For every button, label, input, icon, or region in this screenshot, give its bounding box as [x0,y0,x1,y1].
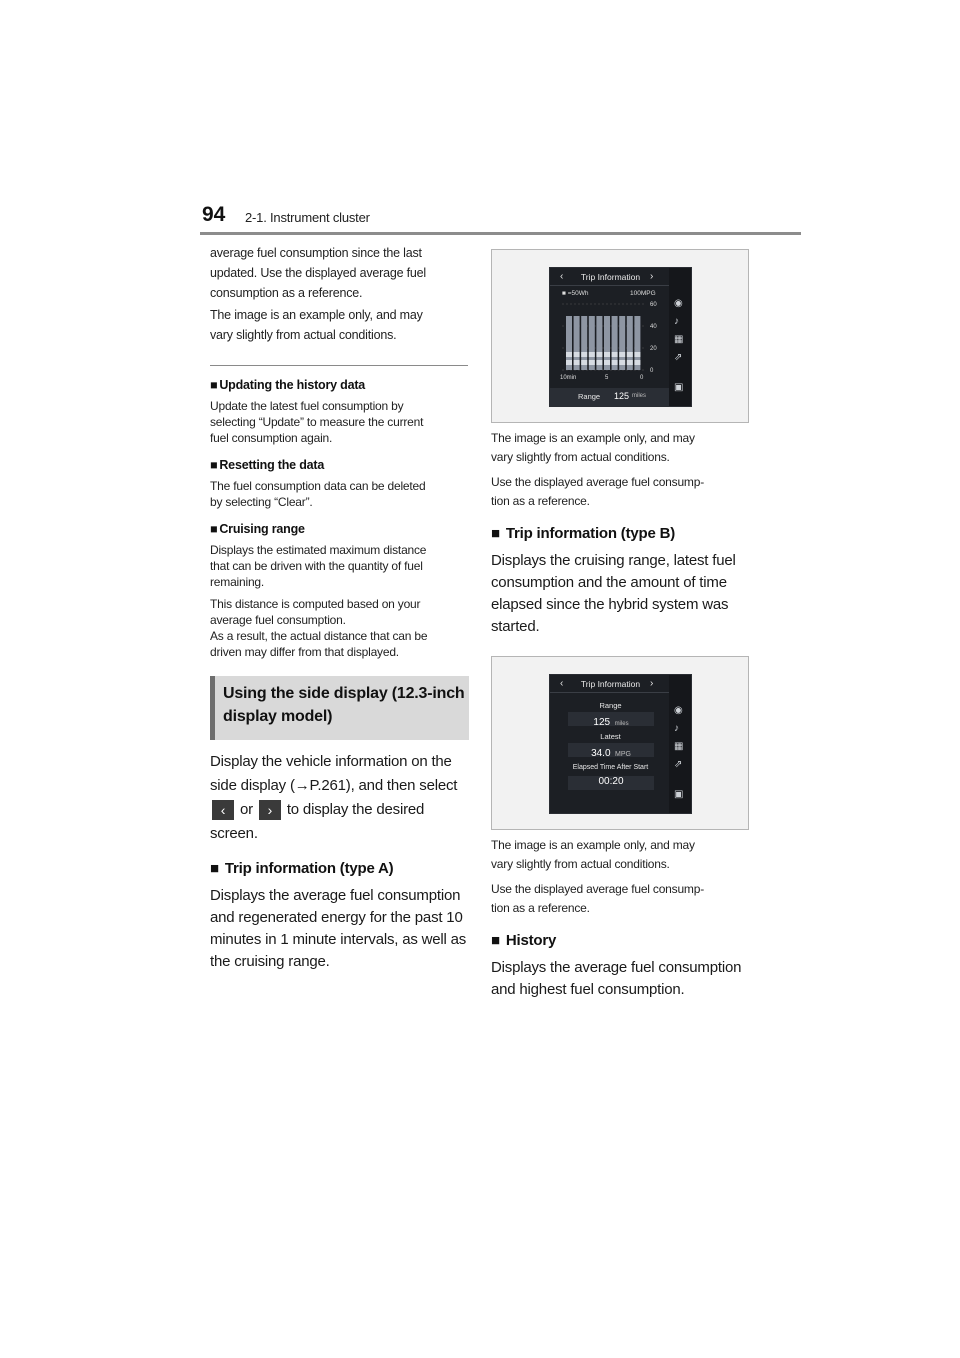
regen-energy-segment [627,360,633,365]
trip-info-a-chart [560,298,668,380]
regen-energy-segment [581,352,587,357]
screen-divider [550,285,671,286]
screen-right-arrow-icon: › [650,271,654,282]
screen-divider [550,692,671,693]
regen-energy-segment [634,352,640,357]
latest-label: Latest [600,732,621,741]
section-title-line-2: display model) [223,708,333,725]
intro-text: average fuel consumption since the last updated. Use the displayed average fuel consumption as a reference. [210,246,426,300]
navigation-icon: ⇗ [674,759,683,770]
regen-energy-segment [589,352,595,357]
regen-energy-segment [574,352,580,357]
regen-energy-segment [596,360,602,365]
note-title-resetting: ■ Resetting the data [210,458,325,472]
nav-right-button-icon: › [259,800,281,820]
x-tick: 10min [560,375,577,380]
square-bullet-icon: ■ [210,458,218,472]
y-tick: 0 [650,368,654,374]
range-bar [550,388,671,406]
regen-energy-segment [619,360,625,365]
regen-energy-segment [604,352,610,357]
x-tick: 5 [605,375,609,380]
figure-2-caption: The image is an example only, and may vary slightly from actual conditions. [491,838,695,871]
regen-energy-segment [581,360,587,365]
figure-2-caption-2: Use the displayed average fuel consump- tion as a reference. [491,882,704,915]
music-icon: ♪ [674,316,679,327]
vehicle-info-icon: ▦ [674,741,684,752]
regen-energy-segment [589,360,595,365]
regen-energy-segment [566,352,572,357]
display-icon: ▣ [674,789,684,800]
type-a-description: Displays the average fuel consumption and regenerated energy for the past 10 minutes in 1 minute intervals, as well as the cruising range. [210,887,467,970]
subtitle-type-a: ■ Trip information (type A) [210,860,394,877]
figure-1-caption-2: Use the displayed average fuel consump- tion as a reference. [491,475,704,508]
type-b-description: Displays the cruising range, latest fuel consumption and the amount of time elapsed since the hybrid system was started. [491,552,736,635]
chart-legend: ■ =50Wh [562,290,589,297]
regen-energy-segment [619,352,625,357]
audio-source-icon: ◉ [674,298,683,309]
figure-trip-info-a [491,249,749,423]
nav-left-button-icon: ‹ [212,800,234,820]
figure-trip-info-b [491,656,749,830]
vehicle-info-icon: ▦ [674,334,684,345]
range-value: 125 [593,717,611,728]
regen-energy-segment [596,352,602,357]
note-body-resetting: The fuel consumption data can be deleted by selecting “Clear”. [210,479,426,509]
range-value: 125 [614,391,630,401]
header-rule [200,232,801,235]
section-header: 2-1. Instrument cluster [245,210,370,225]
range-value-box [568,712,654,726]
y-tick: 20 [650,346,657,352]
section-title-line-1: Using the side display (12.3-inch [223,685,465,702]
y-tick: 60 [650,302,657,308]
subtitle-type-b: ■ Trip information (type B) [491,525,676,542]
range-unit: miles [632,393,647,399]
page-number: 94 [202,203,226,226]
section-title-box [210,676,469,740]
note-title-updating: ■ Updating the history data [210,378,366,392]
note-title-cruising: ■ Cruising range [210,522,305,536]
side-icon-bar [669,268,691,406]
square-bullet-icon: ■ [491,525,500,542]
note-body-updating: Update the latest fuel consumption by selecting “Update” to measure the current fuel consumption again. [210,399,424,445]
regen-energy-segment [574,360,580,365]
navigation-icon: ⇗ [674,352,683,363]
figure-1-caption: The image is an example only, and may vary slightly from actual conditions. [491,431,695,464]
square-bullet-icon: ■ [210,378,218,392]
regen-energy-segment [634,360,640,365]
y-tick: 40 [650,324,657,330]
regen-energy-segment [627,352,633,357]
screen-title: Trip Information [580,272,641,282]
latest-unit: MPG [614,751,631,758]
right-column [491,249,751,1001]
screen-title: Trip Information [580,679,641,689]
square-bullet-icon: ■ [210,522,218,536]
audio-source-icon: ◉ [674,705,683,716]
range-unit: miles [614,721,629,727]
screen-left-arrow-icon: ‹ [560,678,564,689]
chart-unit: 100MPG [630,290,656,297]
regen-energy-segment [566,360,572,365]
latest-value: 34.0 [591,748,611,759]
intro-note: The image is an example only, and may vary slightly from actual conditions. [210,308,423,342]
elapsed-value: 00:20 [568,776,654,790]
x-tick: 0 [640,375,644,380]
trip-info-a-screen [549,267,692,407]
square-bullet-icon: ■ [210,860,219,877]
display-icon: ▣ [674,382,684,393]
screen-right-arrow-icon: › [650,678,654,689]
range-label: Range [599,701,622,710]
history-description: Displays the average fuel consumption and highest fuel consumption. [491,959,742,998]
square-bullet-icon: ■ [491,932,500,949]
latest-value-box [568,743,654,757]
regen-energy-segment [612,360,618,365]
range-label: Range [578,392,601,401]
regen-energy-segment [612,352,618,357]
side-display-instructions: Display the vehicle information on the side display (→P.261), and then select ‹ or › to display the desired screen. [210,753,458,842]
music-icon: ♪ [674,723,679,734]
note-body-cruising: Displays the estimated maximum distance that can be driven with the quantity of fuel remaining. [210,543,427,589]
left-column [210,243,470,973]
subtitle-history: ■ History [491,932,557,949]
regen-energy-segment [604,360,610,365]
note-body-cruising-2: This distance is computed based on your average fuel consumption. As a result, the actual distance that can be driven may differ from that displayed. [210,597,428,659]
elapsed-label: Elapsed Time After Start [572,764,649,771]
side-icon-bar [669,675,691,813]
screen-left-arrow-icon: ‹ [560,271,564,282]
divider [210,365,468,366]
trip-info-b-screen [549,674,692,814]
